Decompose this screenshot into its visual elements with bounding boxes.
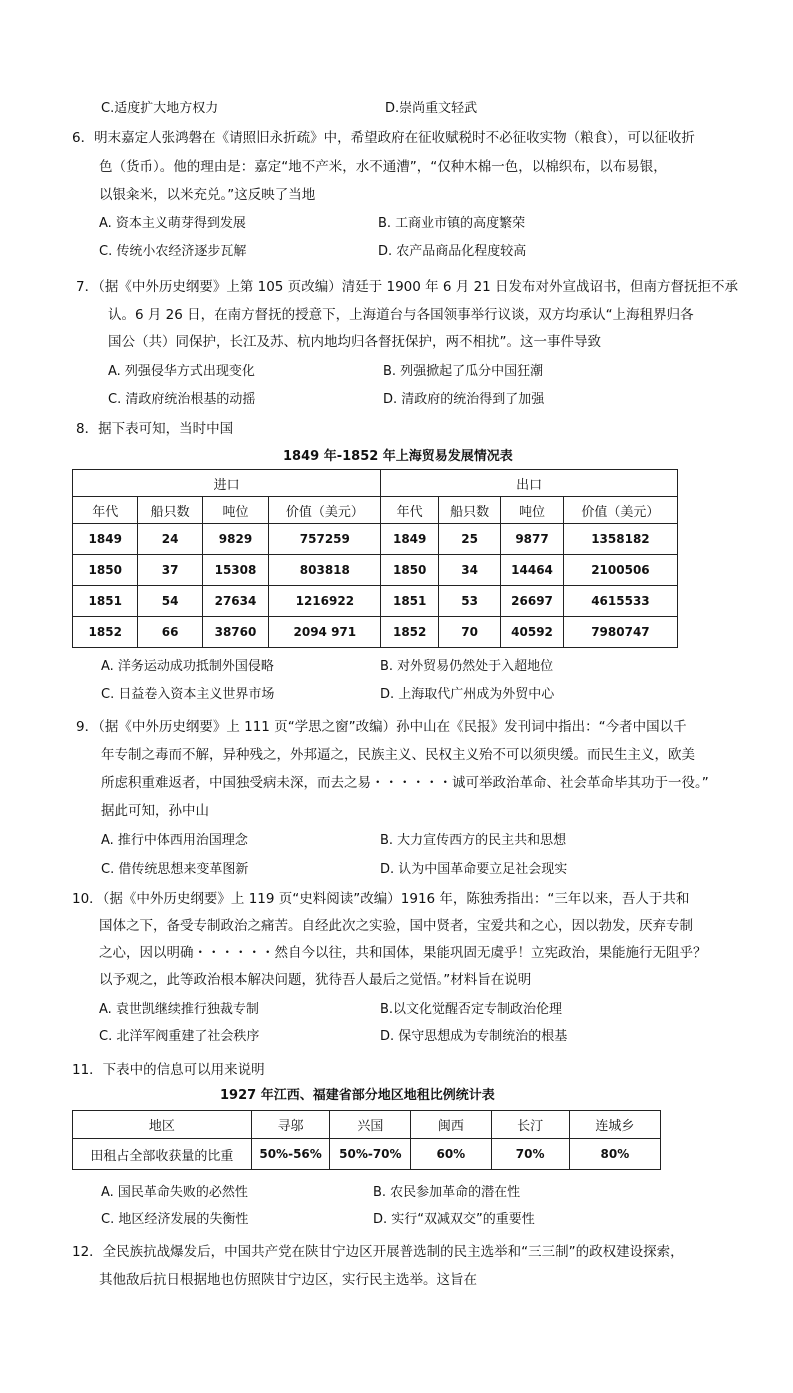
table-cell: 1851 bbox=[381, 586, 439, 617]
header-cell: 船只数 bbox=[438, 497, 500, 524]
table-cell: 15308 bbox=[202, 555, 269, 586]
header-cell: 年代 bbox=[381, 497, 439, 524]
q7-stem-line1: 7．（据《中外历史纲要》上第 105 页改编）清廷于 1900 年 6 月 21 日发布对外宣战诏书，但南方督抚拒不承 bbox=[76, 279, 739, 295]
q5-option-c: C.适度扩大地方权力 bbox=[101, 101, 219, 116]
table-cell: 37 bbox=[138, 555, 202, 586]
q7-stem-line3: 国公（共）同保护，长江及苏、杭内地均归各督抚保护，两不相扰”。这一事件导致 bbox=[108, 334, 601, 350]
header-cell: 船只数 bbox=[138, 497, 202, 524]
table-cell: 1216922 bbox=[269, 586, 381, 617]
q10-stem-line2: 国体之下，备受专制政治之痛苦。自经此次之实验，国中贤者，宝爱共和之心，因以勃发，厌弃专制 bbox=[99, 918, 693, 934]
q9-stem-line2: 年专制之毒而不解，异种残之，外邦逼之，民族主义、民权主义殆不可以须臾缓。而民生主义，欧美 bbox=[101, 747, 695, 763]
q7-option-c: C. 清政府统治根基的动摇 bbox=[108, 392, 256, 407]
group-export: 出口 bbox=[381, 470, 678, 497]
q7-option-b: B. 列强掀起了瓜分中国狂潮 bbox=[383, 364, 544, 379]
table-cell: 4615533 bbox=[563, 586, 677, 617]
header-cell: 吨位 bbox=[501, 497, 564, 524]
header-cell: 寻邬 bbox=[251, 1111, 330, 1139]
table-cell: 60% bbox=[411, 1139, 491, 1170]
table-cell: 50%-56% bbox=[251, 1139, 330, 1170]
q8-option-d: D. 上海取代广州成为外贸中心 bbox=[380, 687, 555, 702]
header-cell: 价值（美元） bbox=[563, 497, 677, 524]
table-cell: 1849 bbox=[73, 524, 138, 555]
q9-option-a: A. 推行中体西用治国理念 bbox=[101, 833, 248, 848]
q10-option-a: A. 袁世凯继续推行独裁专制 bbox=[99, 1002, 259, 1017]
q6-stem-line2: 色（货币）。他的理由是：嘉定“地不产米，水不通漕”，“仅种木棉一色，以棉织布，以布易银， bbox=[99, 159, 667, 175]
q10-option-c: C. 北洋军阀重建了社会秩序 bbox=[99, 1029, 260, 1044]
table-cell: 54 bbox=[138, 586, 202, 617]
q9-option-d: D. 认为中国革命要立足社会现实 bbox=[380, 862, 568, 877]
table-cell: 1850 bbox=[73, 555, 138, 586]
table-cell: 70% bbox=[491, 1139, 569, 1170]
table-header-row bbox=[73, 497, 678, 524]
q8-trade-table bbox=[72, 469, 678, 648]
header-cell: 闽西 bbox=[411, 1111, 491, 1139]
q8-stem: 8．据下表可知，当时中国 bbox=[76, 421, 234, 437]
table-cell: 1851 bbox=[73, 586, 138, 617]
q11-rent-table bbox=[72, 1110, 661, 1170]
q6-option-c: C. 传统小农经济逐步瓦解 bbox=[99, 244, 247, 259]
header-cell: 兴国 bbox=[330, 1111, 411, 1139]
table-cell: 803818 bbox=[269, 555, 381, 586]
header-cell: 年代 bbox=[73, 497, 138, 524]
table-cell: 7980747 bbox=[563, 617, 677, 648]
table-cell: 757259 bbox=[269, 524, 381, 555]
table-row bbox=[73, 1139, 661, 1170]
q11-table-caption: 1927 年江西、福建省部分地区地租比例统计表 bbox=[220, 1088, 495, 1103]
table-cell: 26697 bbox=[501, 586, 564, 617]
q7-option-d: D. 清政府的统治得到了加强 bbox=[383, 392, 545, 407]
q10-option-d: D. 保守思想成为专制统治的根基 bbox=[380, 1029, 568, 1044]
q9-stem-line3: 所虑积重难返者，中国独受病未深，而去之易・・・・・・诚可举政治革命、社会革命毕其功于一役。” bbox=[101, 775, 709, 791]
q11-option-d: D. 实行“双减双交”的重要性 bbox=[373, 1212, 535, 1227]
table-cell: 25 bbox=[438, 524, 500, 555]
q6-option-b: B. 工商业市镇的高度繁荣 bbox=[378, 216, 526, 231]
q10-stem-line4: 以予观之，此等政治根本解决问题，犹待吾人最后之觉悟。”材料旨在说明 bbox=[99, 972, 532, 988]
q10-stem-line1: 10．（据《中外历史纲要》上 119 页“史料阅读”改编）1916 年，陈独秀指出：“三年以来，吾人于共和 bbox=[72, 891, 690, 907]
table-cell: 66 bbox=[138, 617, 202, 648]
q11-stem: 11．下表中的信息可以用来说明 bbox=[72, 1062, 265, 1078]
q9-stem-line1: 9．（据《中外历史纲要》上 111 页“学思之窗”改编）孙中山在《民报》发刊词中指出：“今者中国以千 bbox=[76, 719, 687, 735]
q12-stem-line2: 其他敌后抗日根据地也仿照陕甘宁边区，实行民主选举。这旨在 bbox=[99, 1272, 477, 1288]
q9-option-c: C. 借传统思想来变革图新 bbox=[101, 862, 249, 877]
header-cell: 地区 bbox=[73, 1111, 252, 1139]
table-row bbox=[73, 555, 678, 586]
table-cell: 53 bbox=[438, 586, 500, 617]
header-cell: 吨位 bbox=[202, 497, 269, 524]
table-header-row bbox=[73, 1111, 661, 1139]
q8-option-a: A. 洋务运动成功抵制外国侵略 bbox=[101, 659, 274, 674]
table-row bbox=[73, 617, 678, 648]
table-cell: 9829 bbox=[202, 524, 269, 555]
q7-option-a: A. 列强侵华方式出现变化 bbox=[108, 364, 255, 379]
table-cell: 1850 bbox=[381, 555, 439, 586]
table-cell: 34 bbox=[438, 555, 500, 586]
q8-option-c: C. 日益卷入资本主义世界市场 bbox=[101, 687, 275, 702]
q9-stem-line4: 据此可知，孙中山 bbox=[101, 803, 209, 819]
table-row bbox=[73, 524, 678, 555]
table-cell: 80% bbox=[569, 1139, 660, 1170]
q8-option-b: B. 对外贸易仍然处于入超地位 bbox=[380, 659, 554, 674]
table-cell: 50%-70% bbox=[330, 1139, 411, 1170]
q6-option-d: D. 农产品商品化程度较高 bbox=[378, 244, 527, 259]
table-cell: 1852 bbox=[381, 617, 439, 648]
table-cell: 38760 bbox=[202, 617, 269, 648]
header-cell: 价值（美元） bbox=[269, 497, 381, 524]
header-cell: 连城乡 bbox=[569, 1111, 660, 1139]
table-cell: 1852 bbox=[73, 617, 138, 648]
q8-table-caption: 1849 年-1852 年上海贸易发展情况表 bbox=[283, 449, 513, 464]
table-row bbox=[73, 586, 678, 617]
q11-option-a: A. 国民革命失败的必然性 bbox=[101, 1185, 248, 1200]
row-label: 田租占全部收获量的比重 bbox=[73, 1139, 252, 1170]
table-cell: 1849 bbox=[381, 524, 439, 555]
table-cell: 24 bbox=[138, 524, 202, 555]
q6-stem-line3: 以银籴米，以米充兑。”这反映了当地 bbox=[99, 187, 316, 203]
header-cell: 长汀 bbox=[491, 1111, 569, 1139]
group-import: 进口 bbox=[73, 470, 381, 497]
q7-stem-line2: 认。6 月 26 日，在南方督抚的授意下，上海道台与各国领事举行议谈，双方均承认“上海租界归各 bbox=[108, 307, 694, 323]
table-cell: 70 bbox=[438, 617, 500, 648]
table-cell: 9877 bbox=[501, 524, 564, 555]
q11-option-b: B. 农民参加革命的潜在性 bbox=[373, 1185, 521, 1200]
table-cell: 14464 bbox=[501, 555, 564, 586]
q6-stem-line1: 6．明末嘉定人张鸿磐在《请照旧永折疏》中，希望政府在征收赋税时不必征收实物（粮食），可以征收折 bbox=[72, 130, 695, 146]
q10-option-b: B.以文化觉醒否定专制政治伦理 bbox=[380, 1002, 563, 1017]
q11-option-c: C. 地区经济发展的失衡性 bbox=[101, 1212, 249, 1227]
q10-stem-line3: 之心，因以明确・・・・・・然自今以往，共和国体，果能巩固无虞乎！立宪政治，果能施行无阻乎？ bbox=[99, 945, 707, 961]
table-cell: 2094 971 bbox=[269, 617, 381, 648]
table-cell: 27634 bbox=[202, 586, 269, 617]
table-cell: 40592 bbox=[501, 617, 564, 648]
q12-stem-line1: 12．全民族抗战爆发后，中国共产党在陕甘宁边区开展普选制的民主选举和“三三制”的政权建设探索， bbox=[72, 1244, 684, 1260]
q9-option-b: B. 大力宣传西方的民主共和思想 bbox=[380, 833, 567, 848]
q5-option-d: D.崇尚重文轻武 bbox=[385, 101, 478, 116]
table-cell: 2100506 bbox=[563, 555, 677, 586]
q6-option-a: A. 资本主义萌芽得到发展 bbox=[99, 216, 246, 231]
table-cell: 1358182 bbox=[563, 524, 677, 555]
